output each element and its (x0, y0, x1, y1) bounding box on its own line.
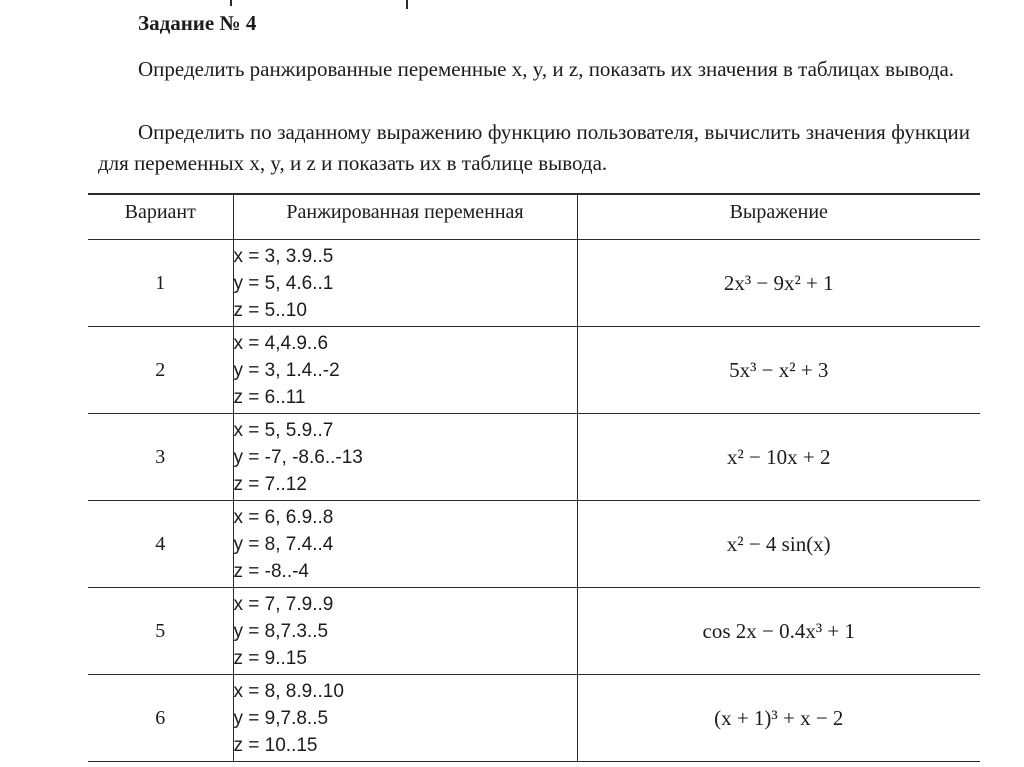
ranged-variables (233, 588, 577, 675)
range-z: z = 7..12 (233, 473, 307, 495)
header-ranged-variable: Ранжированная переменная (233, 194, 577, 240)
ranged-variables (233, 675, 577, 762)
task-title: Задание № 4 (138, 11, 257, 35)
range-x: x = 6, 6.9..8 (233, 506, 334, 528)
variant-number: 4 (88, 501, 233, 588)
variant-number: 3 (88, 414, 233, 501)
variants-table (88, 193, 980, 762)
range-x: x = 5, 5.9..7 (233, 419, 334, 441)
table-header-row (88, 194, 980, 240)
table-row (88, 240, 980, 327)
task-paragraph-2: Определить по заданному выражению функцию пользователя, вычислить значения функции для переменных x, y, и z и показать их в таблице вывода. (98, 120, 970, 175)
range-y: y = 8, 7.4..4 (233, 533, 334, 555)
expression: 5x³ − x² + 3 (577, 327, 980, 414)
header-expression: Выражение (577, 194, 980, 240)
range-y: y = -7, -8.6..-13 (233, 446, 363, 468)
variant-number: 5 (88, 588, 233, 675)
table-row (88, 588, 980, 675)
ranged-variables (233, 414, 577, 501)
range-z: z = -8..-4 (233, 560, 309, 582)
variant-number: 2 (88, 327, 233, 414)
expression: x² − 4 sin(x) (577, 501, 980, 588)
range-y: y = 3, 1.4..-2 (233, 359, 340, 381)
ranged-variables (233, 327, 577, 414)
range-z: z = 5..10 (233, 299, 307, 321)
top-scan-mark (406, 0, 408, 9)
range-z: z = 9..15 (233, 647, 307, 669)
variant-number: 6 (88, 675, 233, 762)
range-y: y = 8,7.3..5 (233, 620, 329, 642)
expression: 2x³ − 9x² + 1 (577, 240, 980, 327)
range-x: x = 3, 3.9..5 (233, 245, 334, 267)
table-row (88, 501, 980, 588)
expression: (x + 1)³ + x − 2 (577, 675, 980, 762)
table-row (88, 675, 980, 762)
range-y: y = 5, 4.6..1 (233, 272, 334, 294)
table-row (88, 327, 980, 414)
range-z: z = 10..15 (233, 734, 318, 756)
range-x: x = 8, 8.9..10 (233, 680, 344, 702)
ranged-variables (233, 240, 577, 327)
task-paragraph-1: Определить ранжированные переменные x, y, и z, показать их значения в таблицах вывода. (138, 57, 955, 81)
header-variant: Вариант (88, 194, 233, 240)
expression: x² − 10x + 2 (577, 414, 980, 501)
variant-number: 1 (88, 240, 233, 327)
range-y: y = 9,7.8..5 (233, 707, 329, 729)
range-z: z = 6..11 (233, 386, 306, 408)
table-row (88, 414, 980, 501)
expression: cos 2x − 0.4x³ + 1 (577, 588, 980, 675)
ranged-variables (233, 501, 577, 588)
range-x: x = 7, 7.9..9 (233, 593, 334, 615)
range-x: x = 4,4.9..6 (233, 332, 329, 354)
